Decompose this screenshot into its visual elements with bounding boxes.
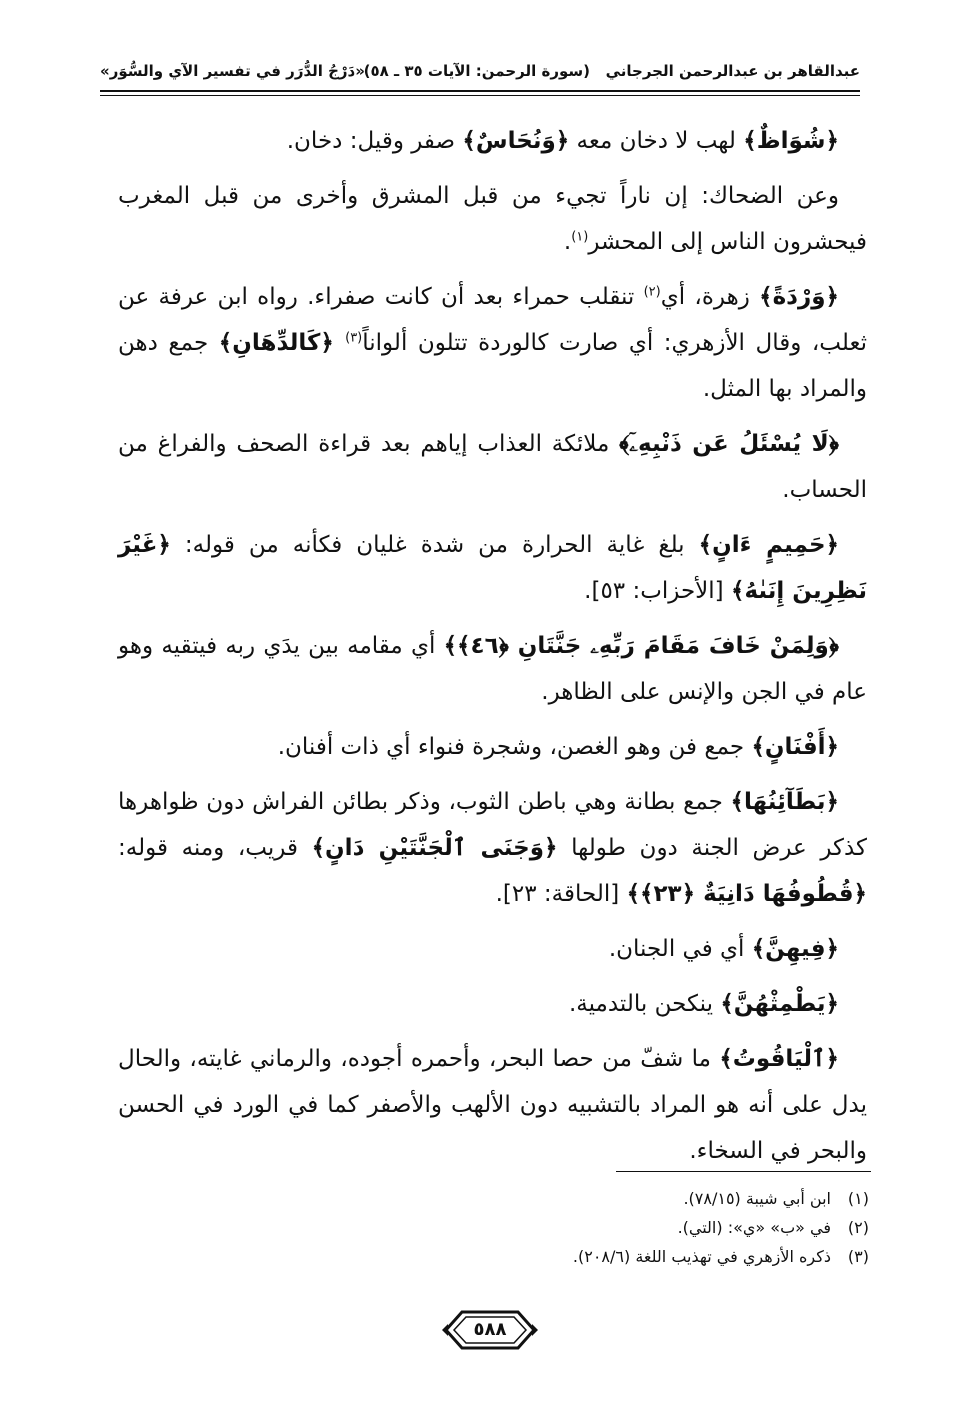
paragraph-text: [الحاقة: ٢٣]. [495,881,627,907]
quran-word: ﴿وَجَنَى ٱلْجَنَّتَيْنِ دَانٍ﴾ [311,835,558,861]
paragraph-fihinna [118,926,867,972]
quran-word: ﴿بَطَآئِنُهَا﴾ [730,789,839,815]
paragraph-text: وعن الضحاك: إن ناراً تجيء من قبل المشرق وأخرى من قبل المغرب فيحشرون الناس إلى المحشر [118,183,867,255]
footnote-text: ذكره الأزهري في تهذيب اللغة (٢٠٨/٦). [572,1247,831,1266]
paragraph-wa-liman [118,623,867,715]
page-number: ٥٨٨ [473,1319,507,1340]
header-author: عبدالقاهر بن عبدالرحمن الجرجاني [605,62,860,80]
paragraph-afnan [118,724,867,770]
paragraph-text: جمع دهن والمراد بها المثل. [118,330,867,402]
quran-word: ﴿وَنُحَاسٌ﴾ [462,128,570,154]
paragraph-text: جمع بطانة وهي باطن الثوب، وذكر بطائن الفراش دون ظواهرها كذكر عرض الجنة دون طولها [118,789,868,861]
footnote-text: ابن أبي شيبة (٧٨/١٥). [683,1189,831,1208]
main-text [118,118,867,1183]
quran-word: ﴿ٱلْيَاقُوتُ﴾ [719,1046,839,1072]
paragraph-text: بلغ غاية الحرارة من شدة غليان فكأنه من قوله: [170,532,699,558]
quran-word: ﴿لَا يُسْئَلُ عَن ذَنْبِهِۦٓ﴾ [619,431,839,457]
paragraph-text: . [563,229,572,255]
paragraph-la-yusal [118,421,867,513]
footnote-text: في «ب» «ي»: (التي). [677,1218,831,1237]
paragraph-text: صفر وقيل: دخان. [286,128,463,154]
footnote-number: (٢) [847,1218,869,1237]
footnote-separator [616,1171,871,1172]
paragraph-text: ملائكة العذاب إياهم بعد قراءة الصحف والفراغ من الحساب. [118,431,867,503]
paragraph-bataiuha [118,779,867,917]
paragraph-text: زهرة، أي [660,284,760,310]
footnote-item [200,1184,869,1213]
header-surah: (سورة الرحمن: الآيات ٣٥ ـ ٥٨) [363,62,590,80]
paragraph-yaqut [118,1036,867,1174]
quran-word: ﴿أَفْنَانٍ﴾ [751,734,839,760]
paragraph-text: قريب، ومنه قوله: [118,835,312,861]
paragraph-text: ما شفّ من حصا البحر، وأحمره أجوده، والرماني غايته، والحال يدل على أنه هو المراد بالتشبيه دون الألهب والأصفر كما في الورد في الحسن والبحر في السخاء. [118,1046,867,1164]
footnote-number: (١) [847,1189,869,1208]
footnote-ref: (١) [571,229,589,245]
footnote-ref: (٣) [345,330,363,346]
running-header [100,56,860,90]
quran-word: ﴿قُطُوفُهَا دَانِيَةٌ ﴿٢٣﴾﴾ [626,881,867,907]
footnote-ref: (٢) [643,284,661,300]
paragraph-yatmithhunna [118,981,867,1027]
paragraph-text: أي في الجنان. [608,936,752,962]
footnote-item [200,1213,869,1242]
paragraph-text: أي مقامه بين يدَي ربه فيتقيه وهو عام في الجن والإنس على الظاهر. [118,633,867,705]
quran-word: ﴿شُوَاظٌ﴾ [743,128,839,154]
paragraph-text: جمع فن وهو الغصن، وشجرة فنواء أي ذات أفنان. [277,734,752,760]
header-book-title: «دَرْجُ الدُّرَر في تفسير الآي والسُّوَر» [100,62,365,80]
paragraph-warda [118,274,867,412]
quran-word: ﴿وَلِمَنْ خَافَ مَقَامَ رَبِّهِۦ جَنَّتَانِ ﴿٤٦﴾﴾ [443,633,839,659]
page-number-ornament [440,1306,540,1354]
footnotes [200,1184,869,1271]
quran-word: ﴿فِيهِنَّ﴾ [751,936,839,962]
quran-word: ﴿حَمِيمٍ ءَانٍ﴾ [698,532,839,558]
paragraph-dahhak [118,173,867,265]
quran-word: ﴿غَيْرَ نَظِرِينَ إِنَىٰهُ﴾ [118,532,867,604]
paragraph-shuwaz [118,118,867,164]
quran-word: ﴿وَرْدَةً﴾ [759,284,839,310]
footnote-number: (٣) [847,1247,869,1266]
paragraph-text: [الأحزاب: ٥٣]. [584,578,731,604]
header-rule-thick [100,90,860,92]
header-rule-thin [100,95,860,96]
quran-word: ﴿يَطْمِثْهُنَّ﴾ [720,991,839,1017]
quran-word: ﴿كَالدِّهَانِ﴾ [218,330,346,356]
paragraph-text: ينكحن بالتدمية. [568,991,721,1017]
paragraph-hamim [118,522,867,614]
footnote-item [200,1242,869,1271]
paragraph-text: لهب لا دخان معه [569,128,744,154]
paragraph-text: تنقلب حمراء بعد أن كانت صفراء. رواه ابن عرفة عن ثعلب، وقال الأزهري: أي صارت كالوردة تتلون ألواناً [118,284,868,356]
